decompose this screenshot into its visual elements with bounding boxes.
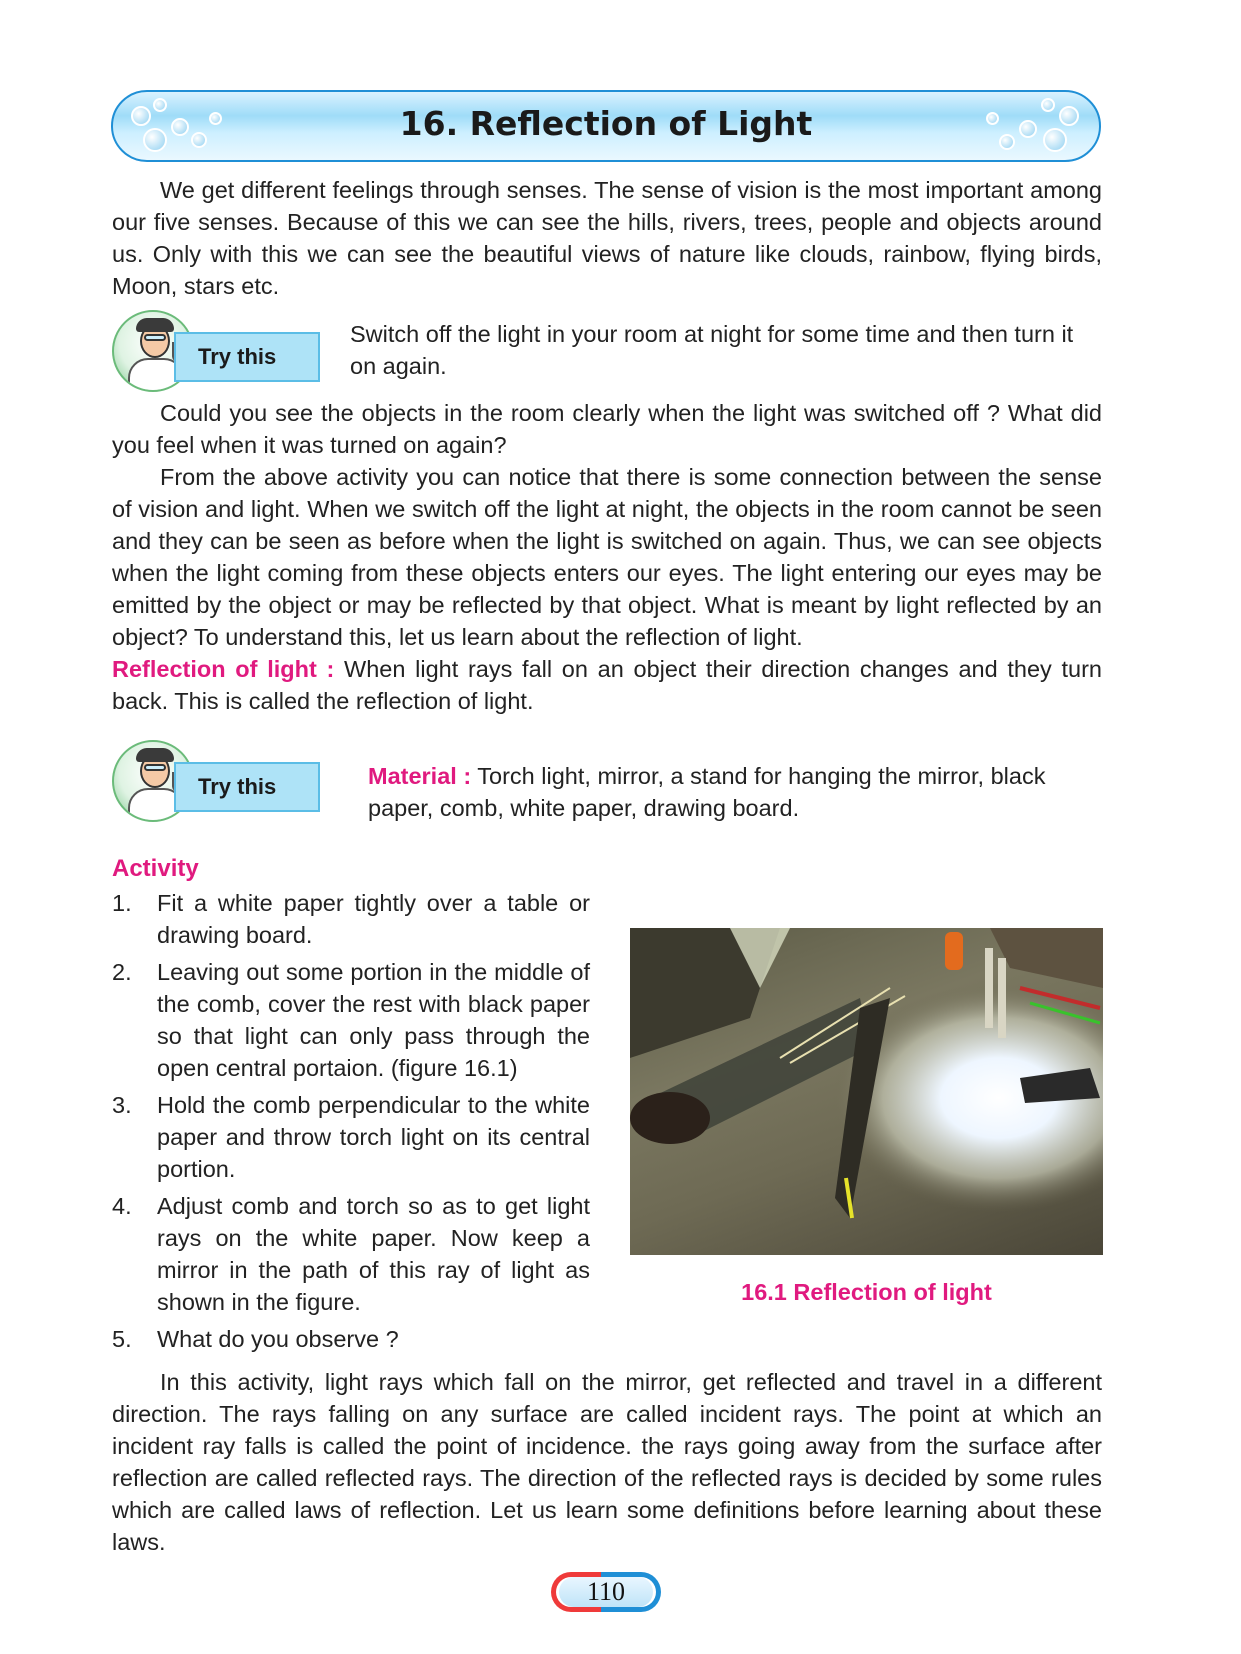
definition-paragraph	[112, 653, 1102, 717]
activity-steps	[112, 887, 590, 1360]
try-this-badge	[112, 310, 322, 392]
page-number-badge	[551, 1568, 661, 1616]
material-label: Material :	[368, 763, 472, 789]
list-item: 3. Hold the comb perpendicular to the white paper and throw torch light on its central portion.	[112, 1092, 590, 1182]
try-this-instruction: Switch off the light in your room at night for some time and then turn it on again.	[350, 321, 1074, 379]
material-list: Torch light, mirror, a stand for hanging the mirror, black paper, comb, white paper, drawing board.	[368, 763, 1046, 821]
list-item: 4. Adjust comb and torch so as to get light rays on the white paper. Now keep a mirror in the path of this ray of light as shown in the figure.	[112, 1193, 590, 1315]
definition-term: Reflection of light :	[112, 656, 335, 682]
photo-illustration	[630, 928, 1103, 1255]
explanation-paragraph: From the above activity you can notice that there is some connection between the sense of vision and light. When we switch off the light at night, the objects in the room cannot be seen and they can be seen as before when the light is switched on again. Thus, we can see objects when the light coming from these objects enters our eyes. The light entering our eyes may be emitted by the object or may be reflected by that object. What is meant by light reflected by an object? To understand this, let us learn about the reflection of light.	[112, 464, 1102, 650]
definition-text: When light rays fall on an object their direction changes and they turn back. This is called the reflection of light.	[112, 656, 1102, 714]
try-this-label: Try this	[174, 762, 320, 812]
question-paragraph: Could you see the objects in the room clearly when the light was switched off ? What did you feel when it was turned on again?	[112, 400, 1102, 458]
material-paragraph	[368, 760, 1102, 824]
try-this-label: Try this	[174, 332, 320, 382]
reflection-photo	[630, 928, 1103, 1255]
try-this-badge	[112, 740, 322, 822]
activity-heading: Activity	[112, 855, 199, 882]
chapter-title-banner	[111, 90, 1101, 162]
closing-paragraph: In this activity, light rays which fall on the mirror, get reflected and travel in a different direction. The rays falling on any surface are called incident rays. The point at which an incident ray falls is called the point of incidence. the rays going away from the surface after reflection are called reflected rays. The direction of the reflected rays is decided by some rules which are called laws of reflection. Let us learn some definitions before learning about these laws.	[112, 1369, 1102, 1555]
page-number: 110	[586, 1577, 626, 1606]
chapter-title: 16. Reflection of Light	[399, 104, 813, 143]
list-item: 1. Fit a white paper tightly over a table or drawing board.	[112, 890, 590, 948]
intro-paragraph: We get different feelings through senses. The sense of vision is the most important among our five senses. Because of this we can see the hills, rivers, trees, people and objects around us. Only with this we can see the beautiful views of nature like clouds, rainbow, flying birds, Moon, stars etc.	[112, 177, 1102, 299]
figure-caption: 16.1 Reflection of light	[741, 1279, 992, 1305]
list-item: 5. What do you observe ?	[112, 1326, 399, 1352]
list-item: 2. Leaving out some portion in the middle of the comb, cover the rest with black paper so that light can only pass through the open central portaion. (figure 16.1)	[112, 959, 590, 1081]
